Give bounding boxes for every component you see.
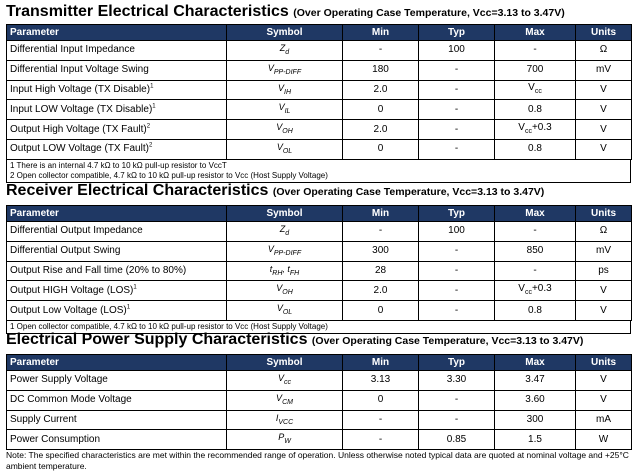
- receiver-condition: (Over Operating Case Temperature, Vcc=3.13 to 3.47V): [272, 186, 545, 198]
- max-cell: 300: [495, 410, 576, 430]
- typ-cell: -: [419, 80, 495, 100]
- transmitter-row: [7, 100, 632, 120]
- column-header: Symbol: [227, 25, 343, 41]
- transmitter-note-2: 2 Open collector compatible, 4.7 kΩ to 10 kΩ pull-up resistor to Vcc (Host Supply Voltage): [10, 170, 328, 180]
- max-cell: -: [495, 261, 576, 281]
- receiver-row: [7, 301, 632, 321]
- parameter-cell: Output HIGH Voltage (LOS)$^1$: [7, 281, 227, 301]
- receiver-table: [6, 205, 632, 321]
- column-header: Parameter: [7, 355, 227, 371]
- column-header: Typ: [419, 355, 495, 371]
- min-cell: 2.0: [343, 80, 419, 100]
- transmitter-table: [6, 24, 632, 160]
- transmitter-section: [6, 4, 631, 183]
- parameter-cell: Output Low Voltage (LOS)$^1$: [7, 301, 227, 321]
- typ-cell: -: [419, 241, 495, 261]
- column-header: Units: [576, 355, 632, 371]
- min-cell: -: [343, 430, 419, 450]
- column-header: Symbol: [227, 355, 343, 371]
- symbol-cell: $Z_d$: [227, 41, 343, 61]
- symbol-cell: $V_{PP-DIFF}$: [227, 60, 343, 80]
- power-header-row: [7, 355, 632, 371]
- min-cell: -: [343, 41, 419, 61]
- units-cell: V: [576, 100, 632, 120]
- transmitter-notes: [6, 160, 631, 183]
- typ-cell: 3.30: [419, 371, 495, 391]
- symbol-cell: $I_{VCC}$: [227, 410, 343, 430]
- column-header: Max: [495, 206, 576, 222]
- min-cell: 0: [343, 100, 419, 120]
- column-header: Min: [343, 355, 419, 371]
- column-header: Max: [495, 25, 576, 41]
- units-cell: V: [576, 80, 632, 100]
- column-header: Typ: [419, 25, 495, 41]
- symbol-cell: $t_{RH}$, $t_{FH}$: [227, 261, 343, 281]
- receiver-section: [6, 183, 631, 334]
- max-cell: 700: [495, 60, 576, 80]
- units-cell: Ω: [576, 222, 632, 242]
- typ-cell: -: [419, 100, 495, 120]
- power-section: [6, 332, 631, 472]
- units-cell: V: [576, 120, 632, 140]
- parameter-cell: Differential Output Swing: [7, 241, 227, 261]
- min-cell: -: [343, 410, 419, 430]
- symbol-cell: $V_{CM}$: [227, 390, 343, 410]
- receiver-row: [7, 261, 632, 281]
- typ-cell: 100: [419, 41, 495, 61]
- parameter-cell: Power Consumption: [7, 430, 227, 450]
- power-row: [7, 390, 632, 410]
- max-cell: -: [495, 222, 576, 242]
- max-cell: 1.5: [495, 430, 576, 450]
- min-cell: 180: [343, 60, 419, 80]
- transmitter-title-text: Transmitter Electrical Characteristics: [6, 3, 289, 20]
- receiver-title-text: Receiver Electrical Characteristics: [6, 182, 269, 199]
- min-cell: 0: [343, 139, 419, 159]
- power-row: [7, 371, 632, 391]
- power-title: [6, 332, 631, 354]
- column-header: Units: [576, 206, 632, 222]
- parameter-cell: Supply Current: [7, 410, 227, 430]
- min-cell: 3.13: [343, 371, 419, 391]
- column-header: Min: [343, 206, 419, 222]
- column-header: Typ: [419, 206, 495, 222]
- min-cell: -: [343, 222, 419, 242]
- receiver-row: [7, 222, 632, 242]
- max-cell: 0.8: [495, 100, 576, 120]
- typ-cell: -: [419, 261, 495, 281]
- transmitter-note-1: 1 There is an internal 4.7 kΩ to 10 kΩ pull-up resistor to VccT: [10, 160, 227, 170]
- typ-cell: -: [419, 60, 495, 80]
- typ-cell: -: [419, 281, 495, 301]
- receiver-row: [7, 281, 632, 301]
- parameter-cell: Differential Output Impedance: [7, 222, 227, 242]
- min-cell: 300: [343, 241, 419, 261]
- power-footnote: Note: The specified characteristics are met within the recommended range of operation. Unless otherwise noted typical data are quoted at nominal voltage and +25°C ambient temperature.: [6, 450, 629, 472]
- symbol-cell: $P_W$: [227, 430, 343, 450]
- receiver-title: [6, 183, 631, 205]
- max-cell: 850: [495, 241, 576, 261]
- column-header: Max: [495, 355, 576, 371]
- units-cell: ps: [576, 261, 632, 281]
- parameter-cell: Input LOW Voltage (TX Disable)$^1$: [7, 100, 227, 120]
- typ-cell: -: [419, 390, 495, 410]
- typ-cell: 100: [419, 222, 495, 242]
- transmitter-row: [7, 139, 632, 159]
- typ-cell: -: [419, 139, 495, 159]
- units-cell: V: [576, 139, 632, 159]
- symbol-cell: $V_{OL}$: [227, 139, 343, 159]
- units-cell: mV: [576, 60, 632, 80]
- transmitter-condition: (Over Operating Case Temperature, Vcc=3.13 to 3.47V): [293, 7, 565, 19]
- units-cell: V: [576, 390, 632, 410]
- transmitter-row: [7, 41, 632, 61]
- power-row: [7, 410, 632, 430]
- min-cell: 28: [343, 261, 419, 281]
- transmitter-title: [6, 4, 631, 24]
- max-cell: 3.60: [495, 390, 576, 410]
- parameter-cell: Output Rise and Fall time (20% to 80%): [7, 261, 227, 281]
- max-cell: 0.8: [495, 301, 576, 321]
- parameter-cell: Differential Input Voltage Swing: [7, 60, 227, 80]
- max-cell: 3.47: [495, 371, 576, 391]
- symbol-cell: $V_{OH}$: [227, 120, 343, 140]
- parameter-cell: Power Supply Voltage: [7, 371, 227, 391]
- power-table: [6, 354, 632, 450]
- symbol-cell: $V_{cc}$: [227, 371, 343, 391]
- receiver-note-1: 1 Open collector compatible, 4.7 kΩ to 10 kΩ pull-up resistor to Vcc (Host Supply Voltage): [10, 321, 328, 331]
- typ-cell: -: [419, 120, 495, 140]
- units-cell: mV: [576, 241, 632, 261]
- column-header: Parameter: [7, 25, 227, 41]
- column-header: Min: [343, 25, 419, 41]
- max-cell: $V_{cc}+0.3$: [495, 120, 576, 140]
- symbol-cell: $V_{IL}$: [227, 100, 343, 120]
- min-cell: 0: [343, 301, 419, 321]
- max-cell: -: [495, 41, 576, 61]
- parameter-cell: Output High Voltage (TX Fault)$^2$: [7, 120, 227, 140]
- units-cell: W: [576, 430, 632, 450]
- parameter-cell: Differential Input Impedance: [7, 41, 227, 61]
- receiver-row: [7, 241, 632, 261]
- units-cell: V: [576, 281, 632, 301]
- parameter-cell: DC Common Mode Voltage: [7, 390, 227, 410]
- transmitter-header-row: [7, 25, 632, 41]
- power-row: [7, 430, 632, 450]
- power-title-text: Electrical Power Supply Characteristics: [6, 331, 308, 348]
- symbol-cell: $V_{OH}$: [227, 281, 343, 301]
- receiver-header-row: [7, 206, 632, 222]
- column-header: Symbol: [227, 206, 343, 222]
- units-cell: V: [576, 301, 632, 321]
- transmitter-row: [7, 60, 632, 80]
- symbol-cell: $V_{IH}$: [227, 80, 343, 100]
- min-cell: 2.0: [343, 120, 419, 140]
- units-cell: V: [576, 371, 632, 391]
- min-cell: 2.0: [343, 281, 419, 301]
- units-cell: mA: [576, 410, 632, 430]
- symbol-cell: $Z_d$: [227, 222, 343, 242]
- parameter-cell: Input High Voltage (TX Disable)$^1$: [7, 80, 227, 100]
- symbol-cell: $V_{PP-DIFF}$: [227, 241, 343, 261]
- max-cell: $V_{cc}$: [495, 80, 576, 100]
- typ-cell: -: [419, 301, 495, 321]
- transmitter-row: [7, 120, 632, 140]
- min-cell: 0: [343, 390, 419, 410]
- units-cell: Ω: [576, 41, 632, 61]
- typ-cell: 0.85: [419, 430, 495, 450]
- symbol-cell: $V_{OL}$: [227, 301, 343, 321]
- column-header: Parameter: [7, 206, 227, 222]
- power-condition: (Over Operating Case Temperature, Vcc=3.13 to 3.47V): [311, 335, 584, 347]
- parameter-cell: Output LOW Voltage (TX Fault)$^2$: [7, 139, 227, 159]
- max-cell: 0.8: [495, 139, 576, 159]
- max-cell: $V_{cc}+0.3$: [495, 281, 576, 301]
- column-header: Units: [576, 25, 632, 41]
- transmitter-row: [7, 80, 632, 100]
- typ-cell: -: [419, 410, 495, 430]
